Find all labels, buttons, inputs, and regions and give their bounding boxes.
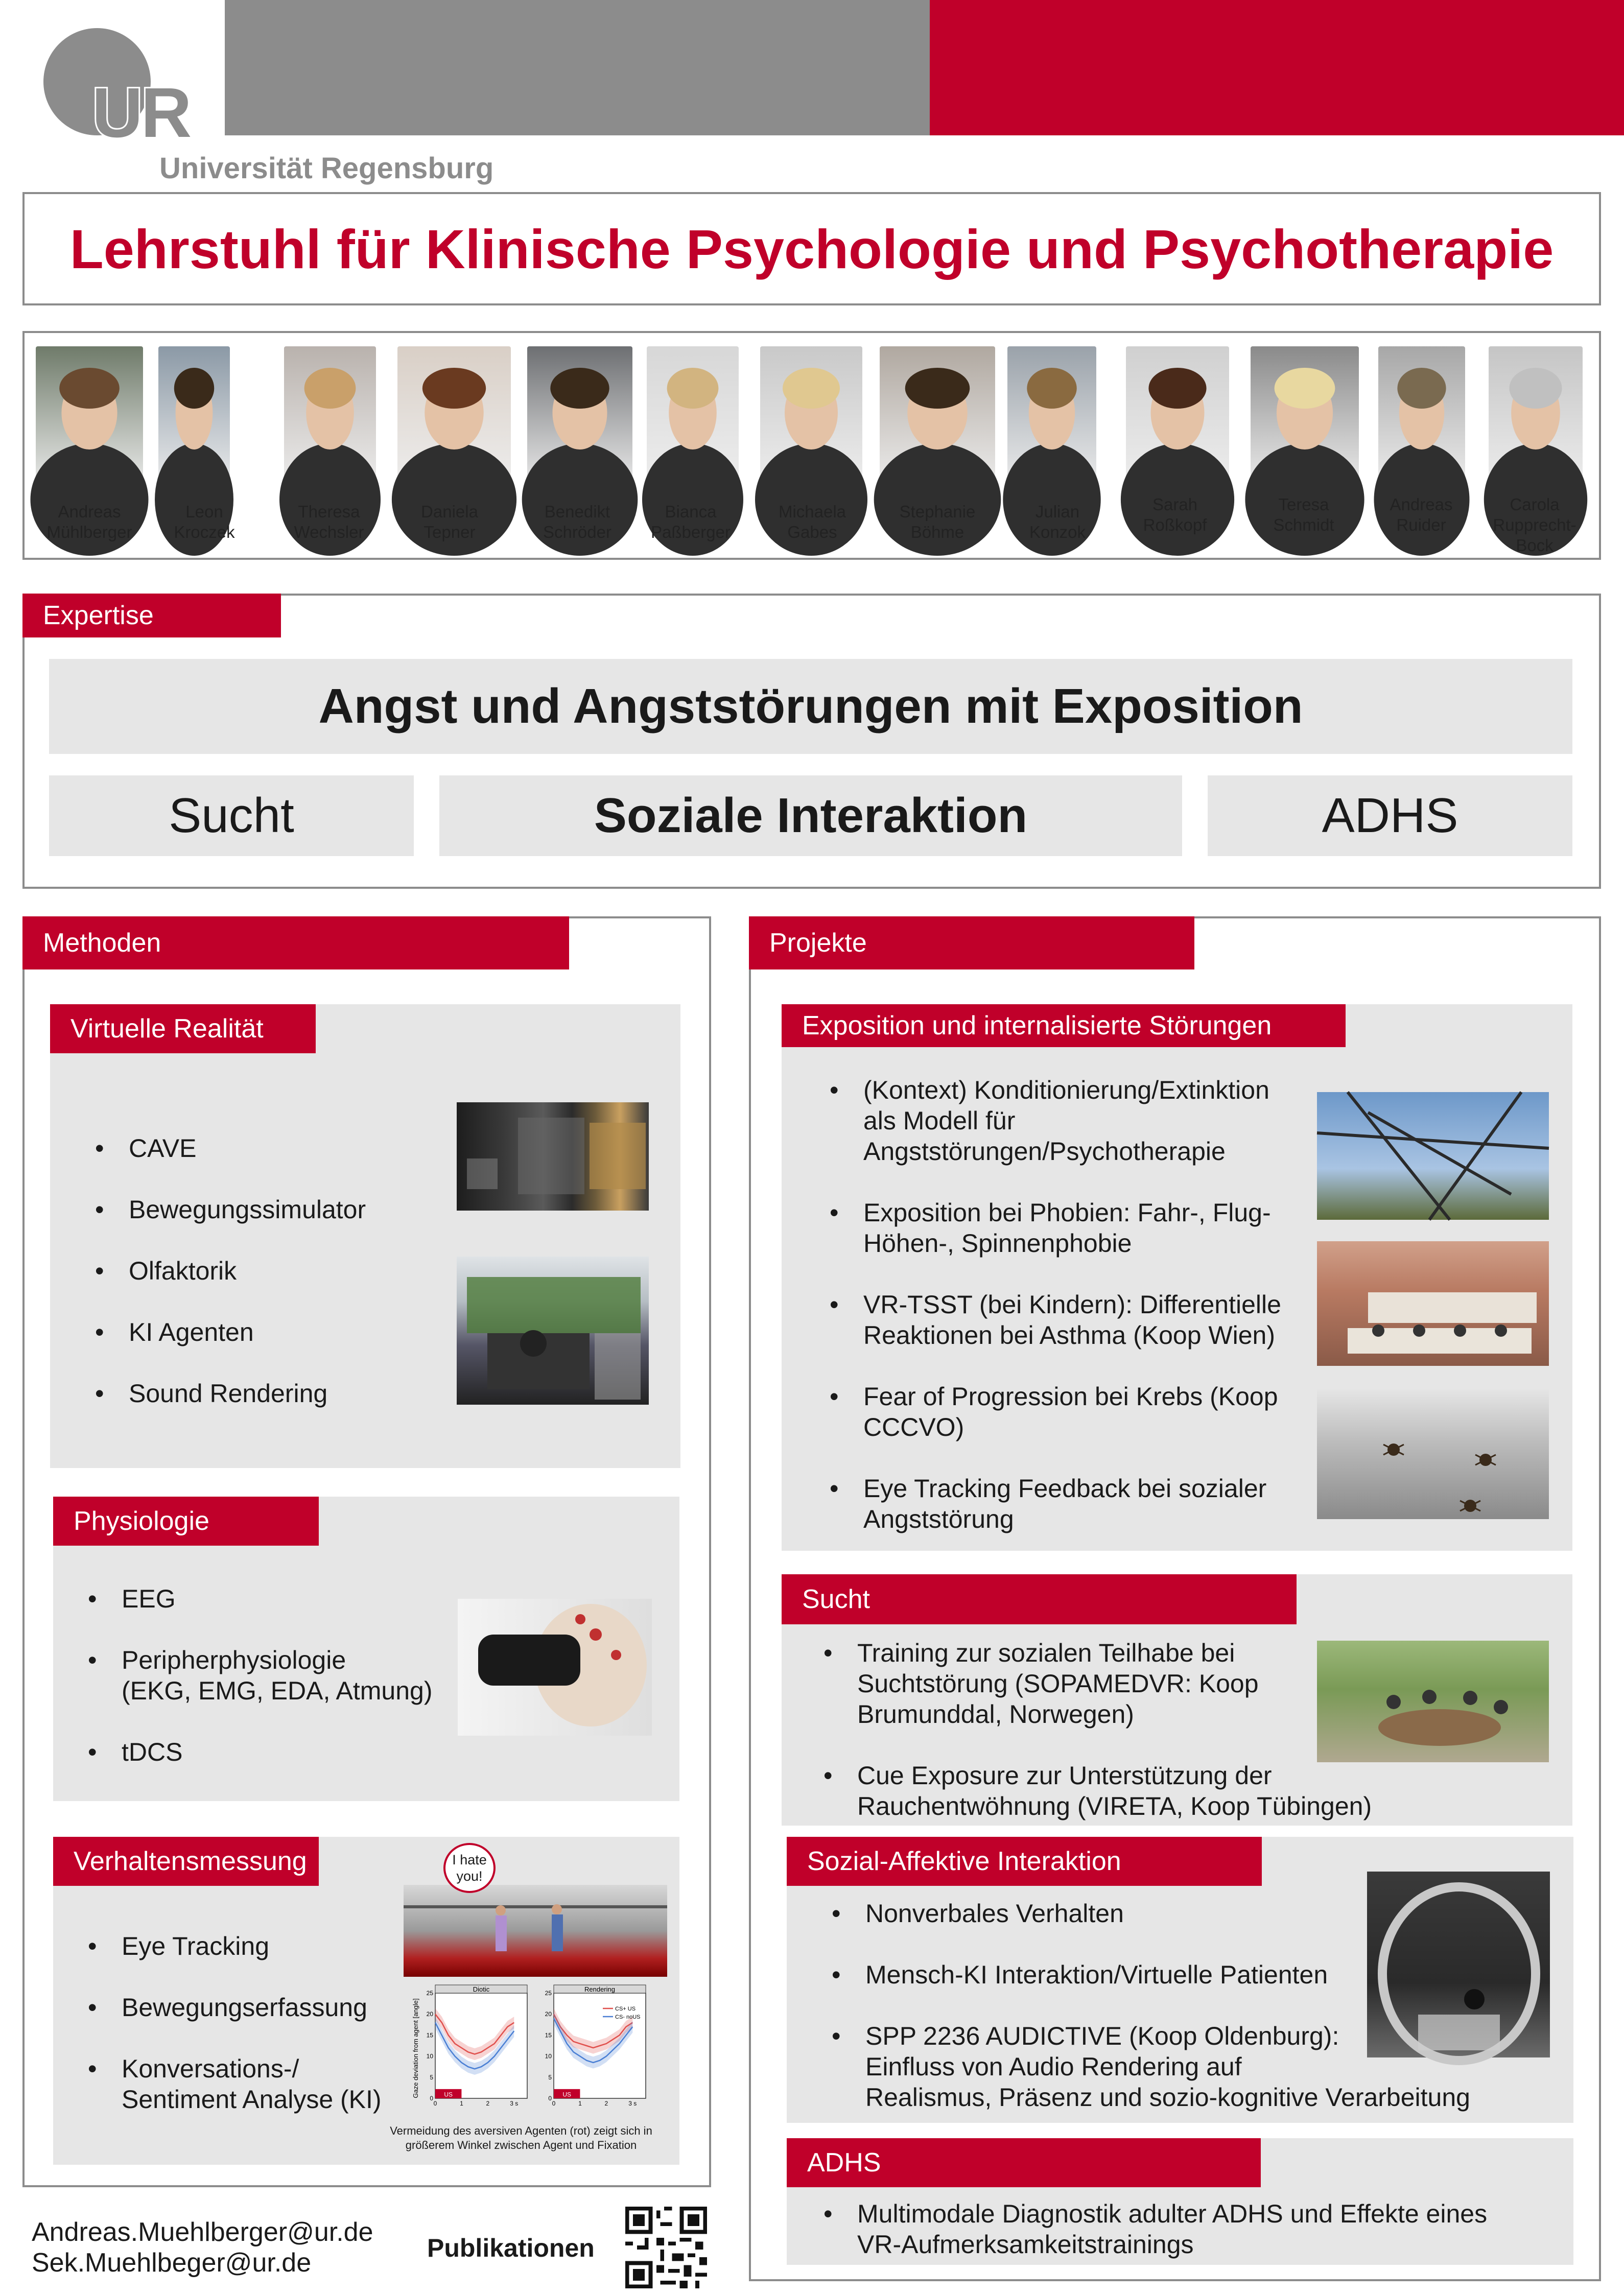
logo-letters: UR [92, 74, 190, 152]
tower-photo [1317, 1092, 1549, 1220]
x-tick-label: 0 [433, 2100, 437, 2107]
person-portrait-icon [1007, 346, 1096, 490]
list-item: • Multimodale Diagnostik adulter ADHS und Effekte eines VR-Aufmerksamkeitstrainings [823, 2198, 1564, 2260]
email-secondary[interactable]: Sek.Muehlbeger@ur.de [32, 2248, 312, 2278]
publications-qr-code[interactable] [625, 2207, 707, 2288]
gaze-chart-svg [413, 1982, 658, 2120]
team-photo [527, 346, 632, 490]
speech-bubble [443, 1843, 496, 1893]
classroom-photo [1317, 1241, 1549, 1366]
list-item: • Fear of Progression bei Krebs (Koop CCCVO) [830, 1381, 1325, 1442]
team-photo [647, 346, 739, 490]
team-photo [397, 346, 511, 490]
legend-entry: CS+ US [615, 2006, 636, 2012]
team-member-name: Stephanie Böhme [899, 502, 976, 541]
panel-title: Rendering [584, 1985, 615, 1993]
y-tick-label: 15 [545, 2031, 552, 2039]
list-item: • Exposition bei Phobien: Fahr-, Flug- Höhen-, Spinnenphobie [830, 1197, 1325, 1259]
x-tick-label: 1 [578, 2100, 582, 2107]
panel-title: Diotic [473, 1985, 490, 1993]
team-photo [760, 346, 862, 490]
team-member-name: Carola Rupprecht- Bock [1493, 495, 1576, 555]
sucht-list [823, 1638, 1385, 1821]
simulator-photo-icon [457, 1257, 649, 1405]
agents-scene [404, 1885, 667, 1977]
team-photo [1126, 346, 1229, 490]
list-item: • Konversations-/ Sentiment Analyse (KI) [88, 2053, 445, 2115]
person-portrait-icon [880, 346, 995, 490]
person-portrait-icon [647, 346, 739, 490]
y-tick-label: 0 [430, 2095, 433, 2102]
list-item: • Training zur sozialen Teilhabe bei Suchtstörung (SOPAMEDVR: Koop Brumunddal, Norwegen) [823, 1638, 1385, 1730]
vr-list [95, 1118, 453, 1424]
y-tick-label: 5 [548, 2073, 552, 2081]
university-name: Universität Regensburg [159, 152, 494, 185]
team-member-name: Leon Kroczek [174, 502, 235, 541]
list-item: • Cue Exposure zur Unterstützung der Rauchentwöhnung (VIRETA, Koop Tübingen) [823, 1760, 1385, 1821]
publikationen-label: Publikationen [427, 2234, 595, 2262]
person-portrait-icon [760, 346, 862, 490]
x-tick-label: 3 s [510, 2100, 519, 2107]
spider-icon [1317, 1388, 1549, 1519]
classroom-photo-icon [1317, 1241, 1549, 1366]
y-tick-label: 5 [430, 2073, 433, 2081]
x-tick-label: 2 [604, 2100, 608, 2107]
team-member-name: Sarah Roßkopf [1143, 495, 1207, 534]
person-portrait-icon [397, 346, 511, 490]
exposition-title: Exposition und internalisierte Störungen [782, 1004, 1346, 1047]
legend-entry: CS- noUS [615, 2014, 641, 2020]
expertise-soziale-box [439, 775, 1182, 856]
speech-text: I hate you! [452, 1852, 487, 1884]
expertise-sucht-box [49, 775, 414, 856]
list-item: • Bewegungserfassung [88, 1992, 445, 2023]
email-primary[interactable]: Andreas.Muehlberger@ur.de [32, 2217, 373, 2247]
speaker-array-icon [1367, 1872, 1550, 2057]
x-tick-label: 0 [552, 2100, 556, 2107]
list-item: • CAVE [95, 1118, 453, 1179]
university-logo [41, 26, 215, 152]
person-portrait-icon [284, 346, 376, 490]
team-photo [284, 346, 376, 490]
list-item: • EEG [88, 1583, 476, 1614]
list-item: • Eye Tracking Feedback bei sozialer Angststörung [830, 1473, 1325, 1534]
verhalten-title: Verhaltensmessung [53, 1837, 319, 1886]
eeg-vr-photo [458, 1599, 652, 1736]
cave-photo [457, 1102, 649, 1211]
list-item: • Mensch-KI Interaktion/Virtuelle Patienten [832, 1959, 1521, 1990]
expertise-adhs: ADHS [1322, 788, 1458, 843]
adhs-title: ADHS [787, 2138, 1261, 2187]
list-item: • Peripherphysiologie (EKG, EMG, EDA, Atmung) [88, 1645, 476, 1706]
title-box [22, 192, 1601, 305]
list-item: • Eye Tracking [88, 1931, 445, 1961]
list-item: • Bewegungssimulator [95, 1179, 453, 1240]
tower-photo-icon [1317, 1092, 1549, 1220]
person-portrait-icon [36, 346, 143, 490]
y-tick-label: 20 [426, 2010, 433, 2018]
simulator-photo [457, 1257, 649, 1405]
y-axis-label: Gaze deviation from agent [angle] [412, 1998, 419, 2098]
exposition-list [830, 1075, 1325, 1534]
audio-rendering-photo [1367, 1872, 1550, 2057]
y-tick-label: 25 [545, 1990, 552, 1997]
y-tick-label: 10 [426, 2052, 433, 2060]
page-title: Lehrstuhl für Klinische Psychologie und Psychotherapie [69, 218, 1554, 280]
team-member-name: Daniela Tepner [421, 502, 478, 541]
x-tick-label: 3 s [628, 2100, 637, 2107]
chart-caption: Vermeidung des aversiven Agenten (rot) zeigt sich in größerem Winkel zwischen Agent und Fixation [390, 2124, 652, 2151]
us-label: US [444, 2091, 453, 2098]
y-tick-label: 25 [426, 1990, 433, 1997]
y-tick-label: 10 [545, 2052, 552, 2060]
x-tick-label: 2 [486, 2100, 490, 2107]
y-tick-label: 15 [426, 2031, 433, 2039]
spider-room-photo [1317, 1388, 1549, 1519]
team-photo [158, 346, 230, 490]
projekte-tab: Projekte [749, 916, 1194, 969]
header-red-band [930, 0, 1624, 135]
physio-list [88, 1583, 476, 1767]
physio-title: Physiologie [53, 1497, 319, 1546]
team-member-name: Theresa Wechsler [294, 502, 364, 541]
y-tick-label: 0 [548, 2095, 552, 2102]
list-item: • Sound Rendering [95, 1363, 453, 1424]
person-portrait-icon [158, 346, 230, 490]
header-grey-band [225, 0, 930, 135]
expertise-adhs-box [1208, 775, 1572, 856]
adhs-list [823, 2198, 1564, 2260]
list-item: • KI Agenten [95, 1302, 453, 1363]
sozial-title: Sozial-Affektive Interaktion [787, 1837, 1262, 1886]
y-tick-label: 20 [545, 2010, 552, 2018]
cave-photo-icon [457, 1102, 649, 1211]
team-photo [36, 346, 143, 490]
agents-scene-icon [404, 1885, 667, 1977]
expertise-sucht: Sucht [169, 788, 294, 843]
us-label: US [562, 2091, 572, 2098]
person-portrait-icon [527, 346, 632, 490]
team-photo [1007, 346, 1096, 490]
vr-title: Virtuelle Realität [50, 1004, 316, 1053]
x-tick-label: 1 [460, 2100, 463, 2107]
person-portrait-icon [1489, 346, 1583, 490]
sucht-title: Sucht [782, 1574, 1297, 1624]
expertise-main-box [49, 659, 1572, 754]
team-photo [1251, 346, 1359, 490]
team-photo [1378, 346, 1465, 490]
team-member-name: Bianca Paßberger [651, 502, 731, 541]
person-portrait-icon [1251, 346, 1359, 490]
methoden-tab: Methoden [22, 916, 569, 969]
list-item: • Nonverbales Verhalten [832, 1898, 1521, 1929]
expertise-soziale: Soziale Interaktion [594, 788, 1028, 843]
social-vr-icon [1317, 1641, 1549, 1762]
list-item: • SPP 2236 AUDICTIVE (Koop Oldenburg): Einfluss von Audio Rendering auf Realismus, Präsenz und sozio-kognitive Verarbeitung [832, 2021, 1521, 2113]
person-portrait-icon [1126, 346, 1229, 490]
team-member-name: Michaela Gabes [778, 502, 846, 541]
social-vr-photo [1317, 1641, 1549, 1762]
list-item: • Olfaktorik [95, 1240, 453, 1302]
list-item: • tDCS [88, 1737, 476, 1767]
team-member-name: Teresa Schmidt [1273, 495, 1334, 534]
expertise-main: Angst und Angststörungen mit Exposition [318, 679, 1303, 734]
team-member-name: Julian Konzok [1029, 502, 1086, 541]
qr-code-icon [625, 2207, 707, 2288]
list-item: • (Kontext) Konditionierung/Extinktion als Modell für Angststörungen/Psychotherapie [830, 1075, 1325, 1167]
team-photo [1489, 346, 1583, 490]
team-member-name: Andreas Mühlberger [46, 502, 132, 541]
verhalten-list [88, 1931, 445, 2115]
expertise-tab: Expertise [22, 594, 281, 637]
list-item: • VR-TSST (bei Kindern): Differentielle Reaktionen bei Asthma (Koop Wien) [830, 1289, 1325, 1351]
team-member-name: Andreas Ruider [1390, 495, 1453, 534]
team-member-name: Benedikt Schröder [543, 502, 611, 541]
gaze-charts [413, 1982, 658, 2120]
eeg-headset-icon [458, 1599, 652, 1736]
team-photo [880, 346, 995, 490]
person-portrait-icon [1378, 346, 1465, 490]
